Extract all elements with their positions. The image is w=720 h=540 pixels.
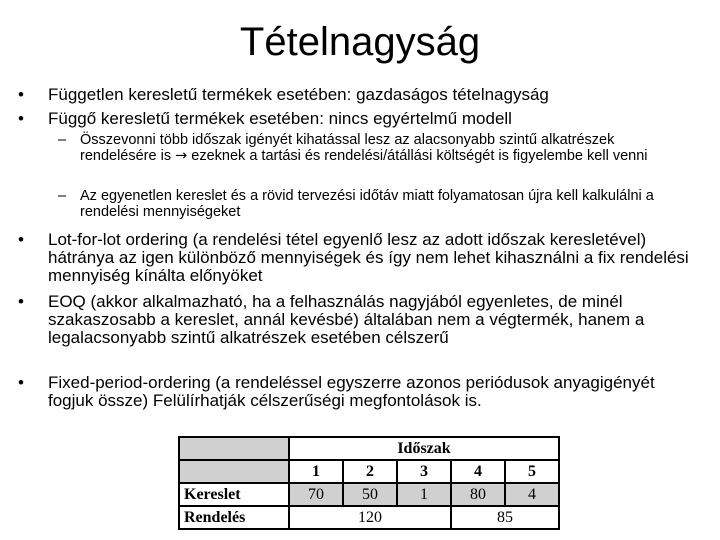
demand-value: 1: [397, 483, 451, 506]
row-label-order: Rendelés: [179, 506, 289, 529]
period-number: 2: [343, 460, 397, 483]
bullet-fixed-period: • Fixed-period-ordering (a rendeléssel egyszerre azonos periódusok anyagigényét fogjuk össze) Felülírhatják célszerűségi megfontolások is.: [48, 374, 698, 410]
sub-bullet-combining-periods: [80, 133, 680, 164]
arrow-right-icon: →: [175, 147, 188, 164]
period-number: 5: [505, 460, 559, 483]
table-row: [179, 506, 559, 529]
row-label-demand: Kereslet: [179, 483, 289, 506]
bullet-dependent-demand: • Függő keresletű termékek esetében: nincs egyértelmű modell: [48, 110, 698, 128]
demand-value: 4: [505, 483, 559, 506]
order-value: 120: [289, 506, 451, 529]
sub-bullet-uneven-demand: – Az egyenetlen kereslet és a rövid tervezési időtáv miatt folyamatosan újra kell kalkulálni a rendelési mennyiségeket: [80, 189, 680, 220]
demand-value: 80: [451, 483, 505, 506]
sub-bullet-text-part1: Összevonni több időszak igényét kihatással lesz az alacsonyabb szintű alkatrészek rendelésére is: [80, 132, 615, 164]
table-period-header: Időszak: [289, 437, 559, 460]
demand-value: 70: [289, 483, 343, 506]
period-table: [178, 436, 560, 530]
table-row: [179, 483, 559, 506]
bullet-eoq: • EOQ (akkor alkalmazható, ha a felhasználás nagyjából egyenletes, de minél szakaszosabb a kereslet, annál kevésbé) általában nem a végtermék, hanem a legalacsonyabb szintű alkatrészek esetében célszerű: [48, 293, 698, 347]
period-number: 3: [397, 460, 451, 483]
sub-bullet-text-part2: ezeknek a tartási és rendelési/átállási költségét is figyelembe kell venni: [187, 147, 648, 164]
order-value: 85: [451, 506, 559, 529]
slide-title: Tételnagyság: [239, 20, 481, 64]
bullet-independent-demand: • Független keresletű termékek esetében: gazdaságos tételnagyság: [48, 86, 698, 104]
demand-value: 50: [343, 483, 397, 506]
table-corner-cell: [179, 437, 289, 460]
table-blank-cell: [179, 460, 289, 483]
bullet-lot-for-lot: • Lot-for-lot ordering (a rendelési tétel egyenlő lesz az adott időszak keresletével) hátránya az igen különböző mennyiségek és így nem lehet kihasználni a fix rendelési mennyiség kínálta előnyöket: [48, 231, 698, 285]
period-number: 1: [289, 460, 343, 483]
period-number: 4: [451, 460, 505, 483]
